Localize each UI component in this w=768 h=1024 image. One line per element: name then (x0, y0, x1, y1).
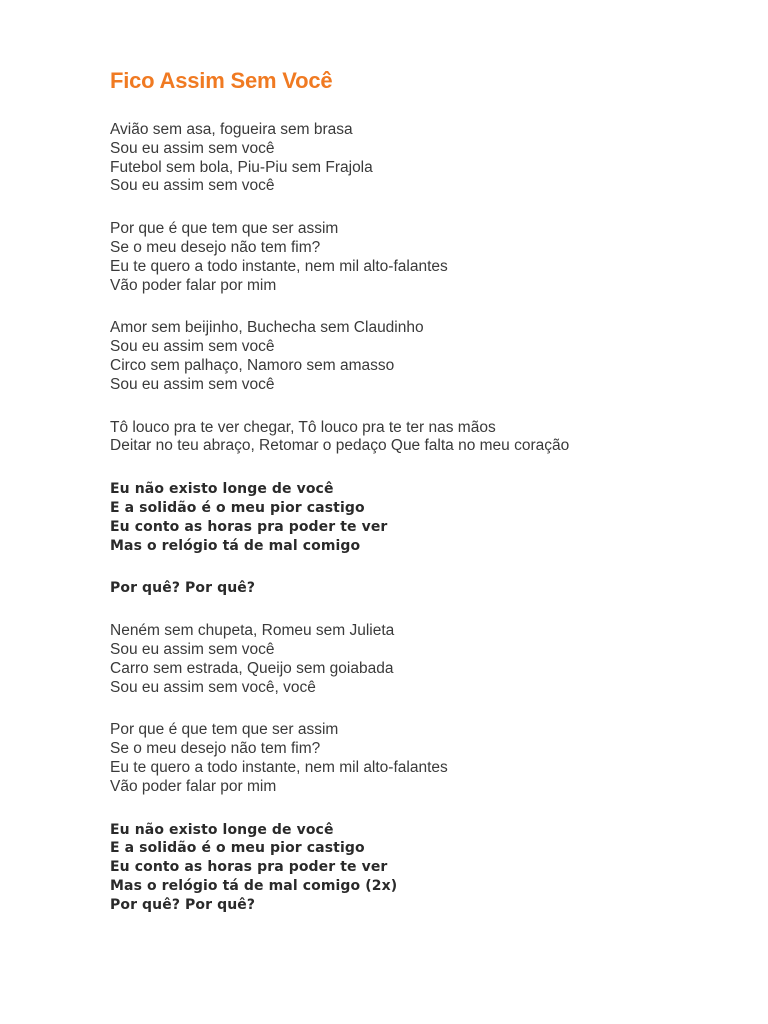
lyric-line: Sou eu assim sem você (110, 640, 275, 658)
lyric-line: Mas o relógio tá de mal comigo (110, 537, 361, 554)
lyric-line: Vão poder falar por mim (110, 276, 277, 294)
lyric-line: Carro sem estrada, Queijo sem goiabada (110, 659, 394, 677)
chorus-stanza (110, 579, 730, 598)
chorus-stanza (110, 480, 730, 555)
verse-stanza (110, 622, 730, 697)
lyric-line: E a solidão é o meu pior castigo (110, 499, 365, 516)
lyric-line: Eu não existo longe de você (110, 821, 334, 838)
verse-stanza (110, 121, 730, 196)
lyric-line: Sou eu assim sem você (110, 338, 275, 356)
lyric-line: Amor sem beijinho, Buchecha sem Claudinho (110, 319, 424, 337)
lyric-line: Vão poder falar por mim (110, 777, 277, 795)
lyric-line: Tô louco pra te ver chegar, Tô louco pra te ter nas mãos (110, 418, 496, 436)
song-title: Fico Assim Sem Você (110, 68, 333, 93)
verse-stanza (110, 319, 730, 394)
lyric-line: Sou eu assim sem você (110, 139, 275, 157)
lyric-line: Sou eu assim sem você (110, 375, 275, 393)
lyric-line: Se o meu desejo não tem fim? (110, 740, 321, 758)
lyrics-body (110, 121, 730, 915)
lyric-line: Mas o relógio tá de mal comigo (2x) (110, 877, 398, 894)
lyric-line: Eu te quero a todo instante, nem mil alto-falantes (110, 758, 448, 776)
lyric-line: Por que é que tem que ser assim (110, 220, 339, 238)
lyrics-document (110, 64, 730, 915)
verse-stanza (110, 220, 730, 295)
lyric-line: Avião sem asa, fogueira sem brasa (110, 121, 353, 138)
lyric-line: Eu te quero a todo instante, nem mil alto-falantes (110, 257, 448, 275)
chorus-stanza (110, 821, 730, 915)
lyric-line: Futebol sem bola, Piu-Piu sem Frajola (110, 158, 373, 176)
lyric-line: Eu conto as horas pra poder te ver (110, 518, 388, 535)
lyric-line: Circo sem palhaço, Namoro sem amasso (110, 356, 395, 374)
lyric-line: Se o meu desejo não tem fim? (110, 238, 321, 256)
lyric-line: Eu não existo longe de você (110, 481, 334, 498)
lyric-line: Sou eu assim sem você (110, 177, 275, 195)
lyric-line: Neném sem chupeta, Romeu sem Julieta (110, 622, 395, 640)
lyric-line: Deitar no teu abraço, Retomar o pedaço Que falta no meu coração (110, 437, 570, 455)
lyric-line: E a solidão é o meu pior castigo (110, 840, 365, 857)
lyric-line: Eu conto as horas pra poder te ver (110, 859, 388, 876)
verse-stanza (110, 419, 730, 457)
lyric-line: Por quê? Por quê? (110, 580, 256, 597)
lyric-line: Por quê? Por quê? (110, 896, 256, 913)
lyric-line: Por que é que tem que ser assim (110, 721, 339, 739)
verse-stanza (110, 721, 730, 796)
lyric-line: Sou eu assim sem você, você (110, 678, 316, 696)
